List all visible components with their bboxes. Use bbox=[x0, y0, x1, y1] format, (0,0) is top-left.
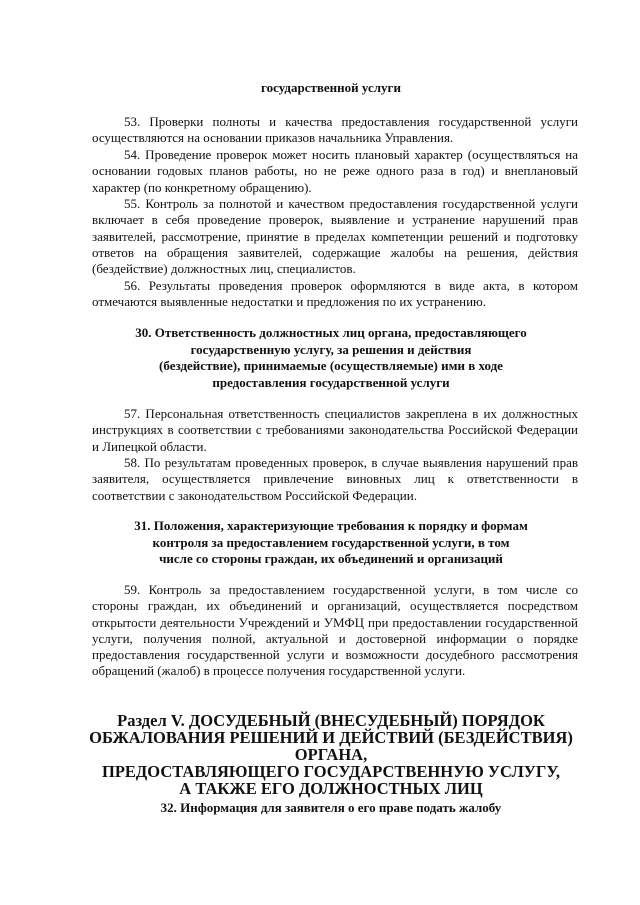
heading-30-line: (бездействие), принимаемые (осуществляемые) ими в ходе bbox=[159, 358, 503, 373]
heading-30-line: предоставления государственной услуги bbox=[212, 374, 450, 390]
heading-30-line: 30. Ответственность должностных лиц органа, предоставляющего bbox=[135, 325, 527, 340]
section-5-heading bbox=[84, 712, 578, 797]
heading-31-line: контроля за предоставлением государственной услуги, в том bbox=[152, 534, 510, 550]
paragraph-59: 59. Контроль за предоставлением государственной услуги, в том числе со стороны граждан, их объединений и организаций, осуществляется посредством открытости деятельности Учреждений и УМФЦ при предоставлении государственной услуги, получения полной, актуальной и достоверной информации о порядке предоставления государственной услуги и возможности досудебного рассмотрения обращений (жалоб) в процессе получения государственной услуги. bbox=[92, 582, 578, 679]
paragraph-57: 57. Персональная ответственность специалистов закреплена в их должностных инструкциях в соответствии с требованиями законодательства Российской Федерации и Липецкой области. bbox=[92, 406, 578, 454]
paragraph-54: 54. Проведение проверок может носить плановый характер (осуществляться на основании годовых планов работы, но не реже одного раза в год) и внеплановый характер (по конкретному обращению). bbox=[92, 147, 578, 195]
section-5-line: Раздел V. ДОСУДЕБНЫЙ (ВНЕСУДЕБНЫЙ) ПОРЯДОК bbox=[117, 711, 545, 730]
top-heading: государственной услуги bbox=[261, 80, 401, 95]
paragraph-56: 56. Результаты проведения проверок оформляются в виде акта, в котором отмечаются выявленные недостатки и предложения по их устранению. bbox=[92, 278, 578, 310]
section-5-line: А ТАКЖЕ ЕГО ДОЛЖНОСТНЫХ ЛИЦ bbox=[179, 779, 483, 798]
section-5-line: ОБЖАЛОВАНИЯ РЕШЕНИЙ И ДЕЙСТВИЙ (БЕЗДЕЙСТВИЯ) ОРГАНА, bbox=[89, 728, 573, 764]
paragraph-55: 55. Контроль за полнотой и качеством предоставления государственной услуги включает в себя проведение проверок, выявление и устранение нарушений прав заявителей, рассмотрение, принятие в пределах компетенции решений и подготовку ответов на обращения заявителей, содержащие жалобы на решения, действия (бездействие) должностных лиц, специалистов. bbox=[92, 196, 578, 277]
heading-30-line: государственную услугу, за решения и действия bbox=[190, 341, 472, 357]
heading-31 bbox=[84, 518, 578, 568]
paragraph-53: 53. Проверки полноты и качества предоставления государственной услуги осуществляются на основании приказов начальника Управления. bbox=[92, 114, 578, 146]
paragraph-58: 58. По результатам проведенных проверок, в случае выявления нарушений прав заявителя, осуществляется привлечение виновных лиц к ответственности в соответствии с законодательством Российской Федерации. bbox=[92, 455, 578, 503]
section-5-line: ПРЕДОСТАВЛЯЮЩЕГО ГОСУДАРСТВЕННУЮ УСЛУГУ, bbox=[102, 762, 560, 781]
heading-30 bbox=[84, 325, 578, 391]
heading-32: 32. Информация для заявителя о его праве подать жалобу bbox=[160, 800, 502, 815]
heading-31-line: числе со стороны граждан, их объединений и организаций bbox=[159, 551, 503, 566]
heading-31-line: 31. Положения, характеризующие требования к порядку и формам bbox=[134, 518, 528, 533]
